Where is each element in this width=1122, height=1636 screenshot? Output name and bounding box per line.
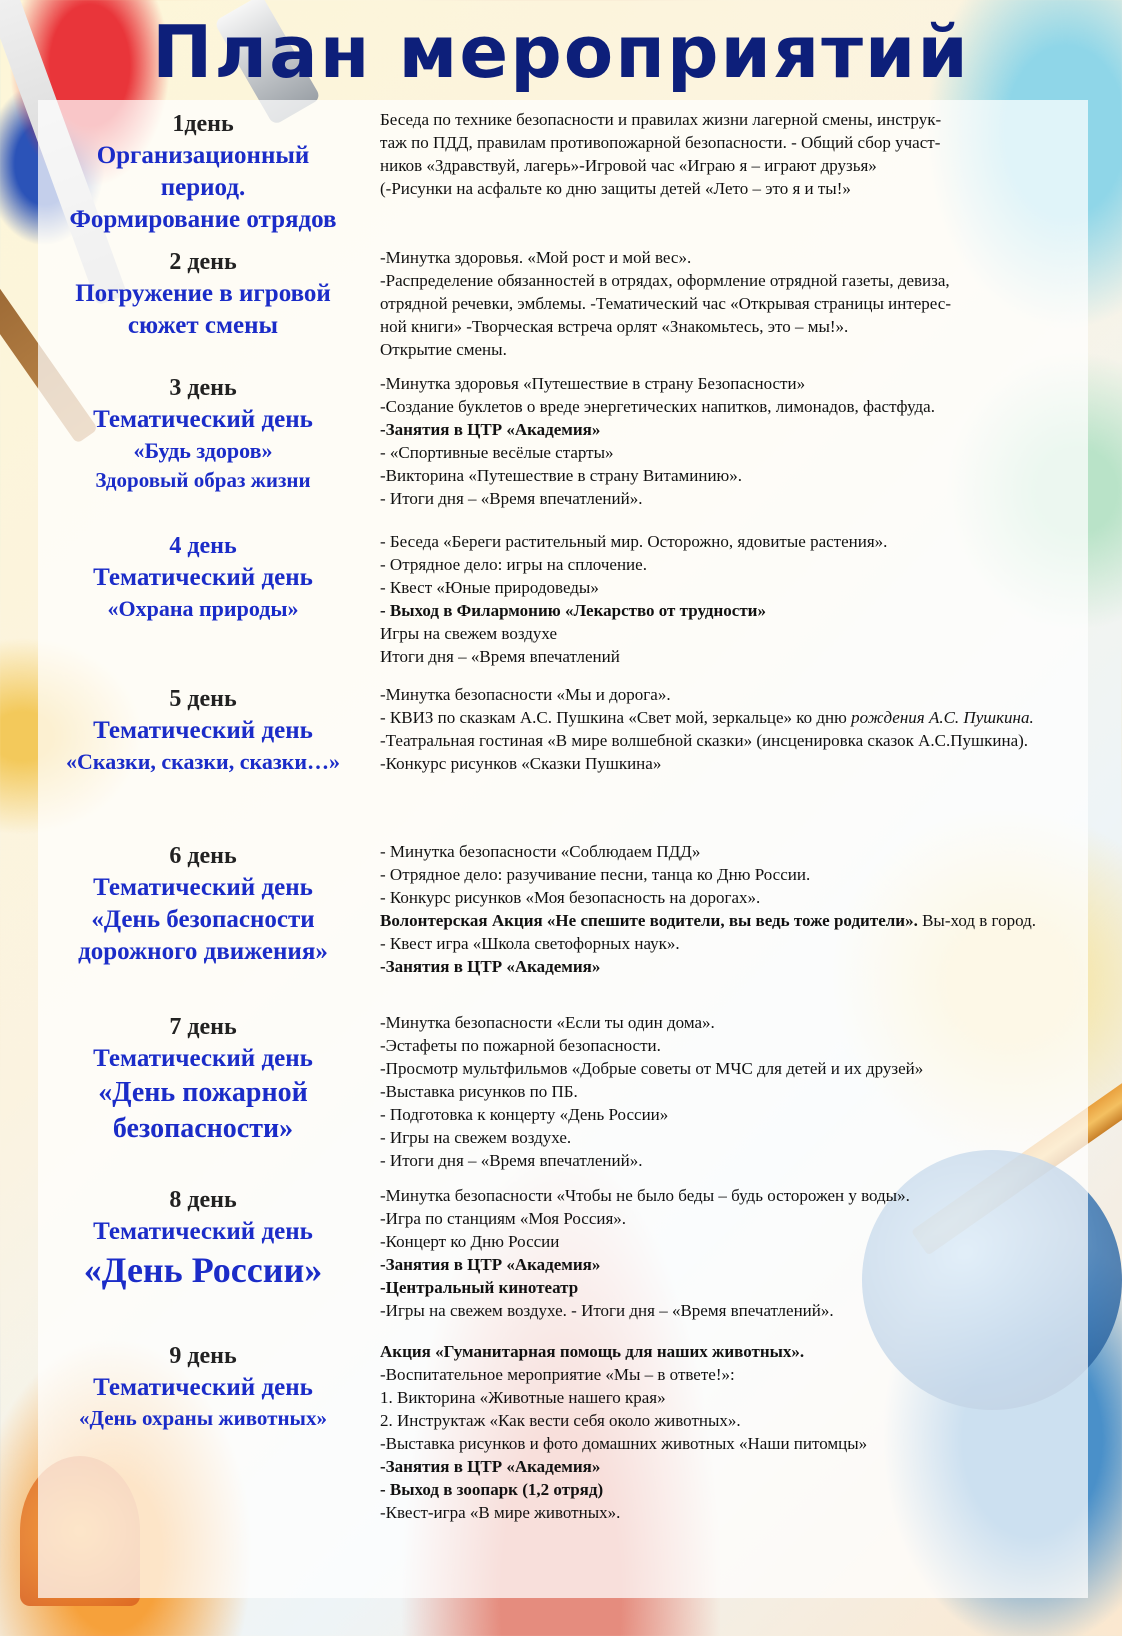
activity-line: - Квест «Юные природоведы» (380, 578, 599, 597)
day-heading (38, 1340, 368, 1432)
activity-line: - Конкурс рисунков «Моя безопасность на дорогах». (380, 888, 761, 907)
day-title-line: Тематический день (93, 874, 313, 901)
day-heading (38, 683, 368, 777)
day-heading (38, 372, 368, 494)
day-title-line: «День России» (83, 1250, 323, 1290)
activity-line: -Выставка рисунков по ПБ. (380, 1082, 578, 1101)
activity-line-italic: рождения А.С. Пушкина. (851, 708, 1034, 727)
activity-line: Открытие смены. (380, 340, 507, 359)
activity-line: -Игра по станциям «Моя Россия». (380, 1209, 627, 1228)
day-activities (380, 840, 1080, 978)
day-number: 7 день (169, 1014, 237, 1040)
day-title-line: Организационный (96, 142, 310, 169)
page-title: План мероприятий (152, 10, 970, 94)
day-number: 9 день (169, 1343, 237, 1369)
activity-line: -Минутка безопасности «Если ты один дома». (380, 1013, 715, 1032)
day-title-line: Погружение в игровой (75, 280, 331, 307)
activity-line: ной книги» -Творческая встреча орлят «Знакомьтесь, это – мы!». (380, 317, 849, 336)
day-heading (38, 840, 368, 968)
activity-line: -Выставка рисунков и фото домашних животных «Наши питомцы» (380, 1434, 868, 1453)
activity-line: -Занятия в ЦТР «Академия» (380, 957, 601, 976)
activity-line: - «Спортивные весёлые старты» (380, 443, 614, 462)
day-title-line: Формирование отрядов (69, 206, 337, 233)
day-number: 5 день (169, 686, 237, 712)
day-heading (38, 108, 368, 236)
activity-line: -Конкурс рисунков «Сказки Пушкина» (380, 754, 662, 773)
activity-line: - Беседа «Береги растительный мир. Осторожно, ядовитые растения». (380, 532, 888, 551)
day-activities (380, 1184, 1080, 1322)
activity-line: - Отрядное дело: игры на сплочение. (380, 555, 647, 574)
activity-line: - Итоги дня – «Время впечатлений». (380, 489, 643, 508)
day-heading (38, 1011, 368, 1147)
day-heading (38, 530, 368, 624)
activity-line: - Игры на свежем воздухе. (380, 1128, 572, 1147)
day-title-line: Здоровый образ жизни (95, 468, 311, 492)
day-title-line: «Сказки, сказки, сказки…» (65, 749, 341, 774)
activity-line: -Распределение обязанностей в отрядах, оформление отрядной газеты, девиза, (380, 271, 950, 290)
activity-line: Беседа по технике безопасности и правилах жизни лагерной смены, инструк- (380, 110, 942, 129)
activity-line: -Центральный кинотеатр (380, 1278, 579, 1297)
day-activities (380, 683, 1080, 775)
day-title-line: безопасности» (112, 1113, 294, 1144)
day-number: 1день (172, 111, 234, 137)
day-number: 3 день (169, 375, 237, 401)
activity-line: - Выход в зоопарк (1,2 отряд) (380, 1480, 604, 1499)
day-title-line: «Будь здоров» (133, 438, 273, 463)
activity-line: -Эстафеты по пожарной безопасности. (380, 1036, 661, 1055)
day-number: 8 день (169, 1187, 237, 1213)
day-title-line: сюжет смены (127, 312, 279, 339)
activity-line: -Концерт ко Дню России (380, 1232, 560, 1251)
activity-line: Итоги дня – «Время впечатлений (380, 647, 620, 666)
day-title-line: Тематический день (93, 564, 313, 591)
activity-line: -Игры на свежем воздухе. - Итоги дня – «Время впечатлений». (380, 1301, 834, 1320)
day-heading (38, 1184, 368, 1292)
activity-line: -Минутка здоровья «Путешествие в страну Безопасности» (380, 374, 806, 393)
day-title-line: «День пожарной (98, 1077, 308, 1108)
activity-line: ников «Здравствуй, лагерь»-Игровой час «Играю я – играют друзья» (380, 156, 877, 175)
day-number: 4 день (169, 533, 237, 559)
day-title-line: Тематический день (93, 717, 313, 744)
day-title-line: «День безопасности (91, 906, 315, 933)
activity-line: Игры на свежем воздухе (380, 624, 557, 643)
activity-line: -Минутка безопасности «Чтобы не было беды – будь осторожен у воды». (380, 1186, 910, 1205)
activity-line: - Минутка безопасности «Соблюдаем ПДД» (380, 842, 701, 861)
activity-line: -Просмотр мультфильмов «Добрые советы от МЧС для детей и их друзей» (380, 1059, 924, 1078)
activity-line: - Отрядное дело: разучивание песни, танца ко Дню России. (380, 865, 811, 884)
activity-line: -Воспитательное мероприятие «Мы – в ответе!»: (380, 1365, 735, 1384)
day-number: 2 день (169, 249, 237, 275)
activity-line: -Викторина «Путешествие в страну Витаминию». (380, 466, 743, 485)
activity-line: -Квест-игра «В мире животных». (380, 1503, 621, 1522)
day-number: 6 день (169, 843, 237, 869)
activity-line: отрядной речевки, эмблемы. -Тематический час «Открывая страницы интерес- (380, 294, 951, 313)
activity-line: Акция «Гуманитарная помощь для наших животных». (380, 1342, 805, 1361)
activity-line: - Итоги дня – «Время впечатлений». (380, 1151, 643, 1170)
activity-line: (-Рисунки на асфальте ко дню защиты детей «Лето – это я и ты!» (380, 179, 851, 198)
activity-line: - КВИЗ по сказкам А.С. Пушкина «Свет мой, зеркальце» ко дню (380, 708, 847, 727)
activity-line: -Создание буклетов о вреде энергетических напитков, лимонадов, фастфуда. (380, 397, 935, 416)
day-activities (380, 246, 1080, 361)
day-title-line: дорожного движения» (78, 938, 328, 965)
activity-line: -Театральная гостиная «В мире волшебной сказки» (инсценировка сказок А.С.Пушкина). (380, 731, 1029, 750)
activity-line: 2. Инструктаж «Как вести себя около животных». (380, 1411, 741, 1430)
day-title-line: период. (160, 174, 246, 201)
activity-line: -Занятия в ЦТР «Академия» (380, 1457, 601, 1476)
day-activities (380, 530, 1080, 668)
activity-line: -Минутка безопасности «Мы и дорога». (380, 685, 671, 704)
day-title-line: Тематический день (93, 1218, 313, 1245)
day-title-line: «Охрана природы» (107, 596, 299, 621)
day-activities (380, 108, 1080, 200)
day-title-line: Тематический день (93, 406, 313, 433)
activity-line: -Занятия в ЦТР «Академия» (380, 420, 601, 439)
day-heading (38, 246, 368, 342)
activity-line: - Подготовка к концерту «День России» (380, 1105, 669, 1124)
activity-line: 1. Викторина «Животные нашего края» (380, 1388, 666, 1407)
day-title-line: «День охраны животных» (79, 1406, 327, 1430)
activity-line: таж по ПДД, правилам противопожарной безопасности. - Общий сбор участ- (380, 133, 941, 152)
day-activities (380, 372, 1080, 510)
day-activities (380, 1340, 1080, 1524)
activity-line: -Минутка здоровья. «Мой рост и мой вес». (380, 248, 692, 267)
activity-line: Вы-ход в город. (922, 911, 1036, 930)
day-title-line: Тематический день (93, 1045, 313, 1072)
activity-line: - Выход в Филармонию «Лекарство от трудности» (380, 601, 766, 620)
activity-line: -Занятия в ЦТР «Академия» (380, 1255, 601, 1274)
activity-line: - Квест игра «Школа светофорных наук». (380, 934, 680, 953)
day-title-line: Тематический день (93, 1374, 313, 1401)
day-activities (380, 1011, 1080, 1172)
activity-line: Волонтерская Акция «Не спешите водители, вы ведь тоже родители». (380, 911, 918, 930)
